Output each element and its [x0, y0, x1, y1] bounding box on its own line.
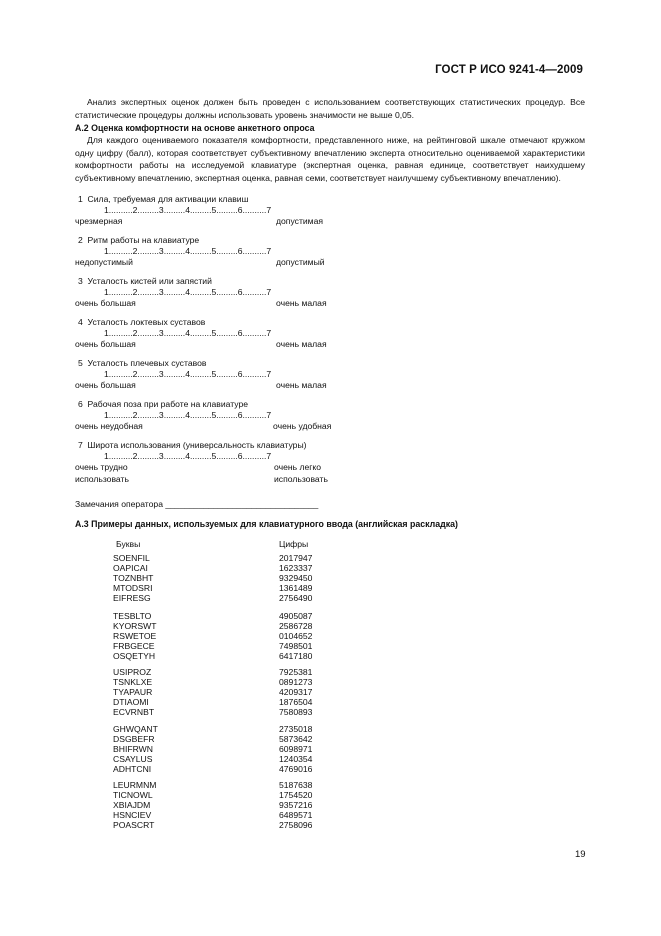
- rating-right-label: очень малая: [276, 380, 327, 390]
- table-row: DTIAOMI 1876504: [113, 697, 313, 707]
- table-row: TOZNBHT 9329450: [113, 573, 313, 583]
- rating-scale: 1..........2.........3.........4.........5.........6..........7: [104, 246, 272, 256]
- rating-right-label-line2: использовать: [274, 474, 328, 484]
- operator-remarks: Замечания оператора ________________________________: [75, 499, 319, 509]
- rating-item-title: 4 Усталость локтевых суставов: [78, 317, 206, 327]
- rating-scale: 1..........2.........3.........4.........5.........6..........7: [104, 451, 272, 461]
- rating-right-label: очень легко: [274, 462, 322, 472]
- rating-scale: 1..........2.........3.........4.........5.........6..........7: [104, 205, 272, 215]
- rating-item-title: 3 Усталость кистей или запястий: [78, 276, 212, 286]
- rating-scale: 1..........2.........3.........4.........5.........6..........7: [104, 410, 272, 420]
- table-row: FRBGECE 7498501: [113, 641, 313, 651]
- table-row: TICNOWL 1754520: [113, 790, 313, 800]
- rating-left-label: очень трудно: [75, 462, 128, 472]
- table-row: SOENFIL 2017947: [113, 553, 313, 563]
- rating-item-title: 1 Сила, требуемая для активации клавиш: [78, 194, 249, 204]
- table-row: CSAYLUS 1240354: [113, 754, 313, 764]
- table-row: KYORSWT 2586728: [113, 621, 313, 631]
- table-row: OAPICAI 1623337: [113, 563, 313, 573]
- rating-item-title: 6 Рабочая поза при работе на клавиатуре: [78, 399, 249, 409]
- rating-left-label-line2: использовать: [75, 474, 129, 484]
- sample-group-5: [113, 780, 312, 830]
- table-row: ECVRNBT 7580893: [113, 707, 313, 717]
- column-header-digits: Цифры: [279, 539, 309, 549]
- table-row: HSNCIEV 6489571: [113, 810, 313, 820]
- table-row: TESBLTO 4905087: [113, 611, 313, 621]
- table-row: GHWQANT 2735018: [113, 724, 313, 734]
- rating-right-label: очень удобная: [273, 421, 332, 431]
- rating-right-label: очень малая: [276, 339, 327, 349]
- section-a2-paragraph: Для каждого оцениваемого показателя комфортности, представленного ниже, на рейтинговой шкале отмечают кружком одну цифру (балл), которая соответствует субъективному впечатлению эксперта относительно оцениваемой характеристики комфортности работы на исследуемой клавиатуре (экспертная оценка, равная единице, соответствует наихудшему субъективному впечатлению, экспертная оценка, равная семи, соответствует наилучшему субъективному впечатлению).: [75, 135, 585, 183]
- rating-right-label: допустимая: [276, 216, 324, 226]
- table-row: XBIAJDM 9357216: [113, 800, 313, 810]
- rating-right-label: допустимый: [276, 257, 325, 267]
- rating-scale: 1..........2.........3.........4.........5.........6..........7: [104, 328, 272, 338]
- sample-group-2: [113, 611, 312, 661]
- section-a3-title: А.3 Примеры данных, используемых для клавиатурного ввода (английская раскладка): [75, 519, 458, 529]
- sample-group-3: [113, 667, 312, 717]
- page-number: 19: [575, 849, 586, 860]
- rating-left-label: очень неудобная: [75, 421, 143, 431]
- table-row: TYAPAUR 4209317: [113, 687, 313, 697]
- sample-group-4: [113, 724, 312, 774]
- table-row: USIPROZ 7925381: [113, 667, 313, 677]
- table-row: LEURMNM 5187638: [113, 780, 313, 790]
- rating-left-label: чрезмерная: [75, 216, 123, 226]
- rating-left-label: очень большая: [75, 380, 136, 390]
- intro-paragraph: Анализ экспертных оценок должен быть проведен с использованием соответствующих статистических процедур. Все статистические процедуры должны использовать уровень значимости не выше 0,05.: [75, 97, 585, 120]
- rating-left-label: очень большая: [75, 339, 136, 349]
- document-code: ГОСТ Р ИСО 9241-4—2009: [435, 64, 583, 76]
- rating-item-title: 7 Широта использования (универсальность клавиатуры): [78, 440, 307, 450]
- sample-group-1: [113, 553, 312, 603]
- rating-scale: 1..........2.........3.........4.........5.........6..........7: [104, 287, 272, 297]
- table-row: POASCRT 2758096: [113, 820, 313, 830]
- column-header-letters: Буквы: [116, 539, 141, 549]
- rating-left-label: очень большая: [75, 298, 136, 308]
- table-row: TSNKLXE 0891273: [113, 677, 313, 687]
- section-a2-title: А.2 Оценка комфортности на основе анкетного опроса: [75, 123, 315, 133]
- table-row: DSGBEFR 5873642: [113, 734, 313, 744]
- table-row: ADHTCNI 4769016: [113, 764, 313, 774]
- rating-right-label: очень малая: [276, 298, 327, 308]
- rating-item-title: 5 Усталость плечевых суставов: [78, 358, 207, 368]
- table-row: BHIFRWN 6098971: [113, 744, 313, 754]
- rating-left-label: недопустимый: [75, 257, 133, 267]
- table-row: RSWETOE 0104652: [113, 631, 313, 641]
- rating-item-title: 2 Ритм работы на клавиатуре: [78, 235, 200, 245]
- table-row: MTODSRI 1361489: [113, 583, 313, 593]
- rating-scale: 1..........2.........3.........4.........5.........6..........7: [104, 369, 272, 379]
- table-row: OSQETYH 6417180: [113, 651, 313, 661]
- table-row: EIFRESG 2756490: [113, 593, 313, 603]
